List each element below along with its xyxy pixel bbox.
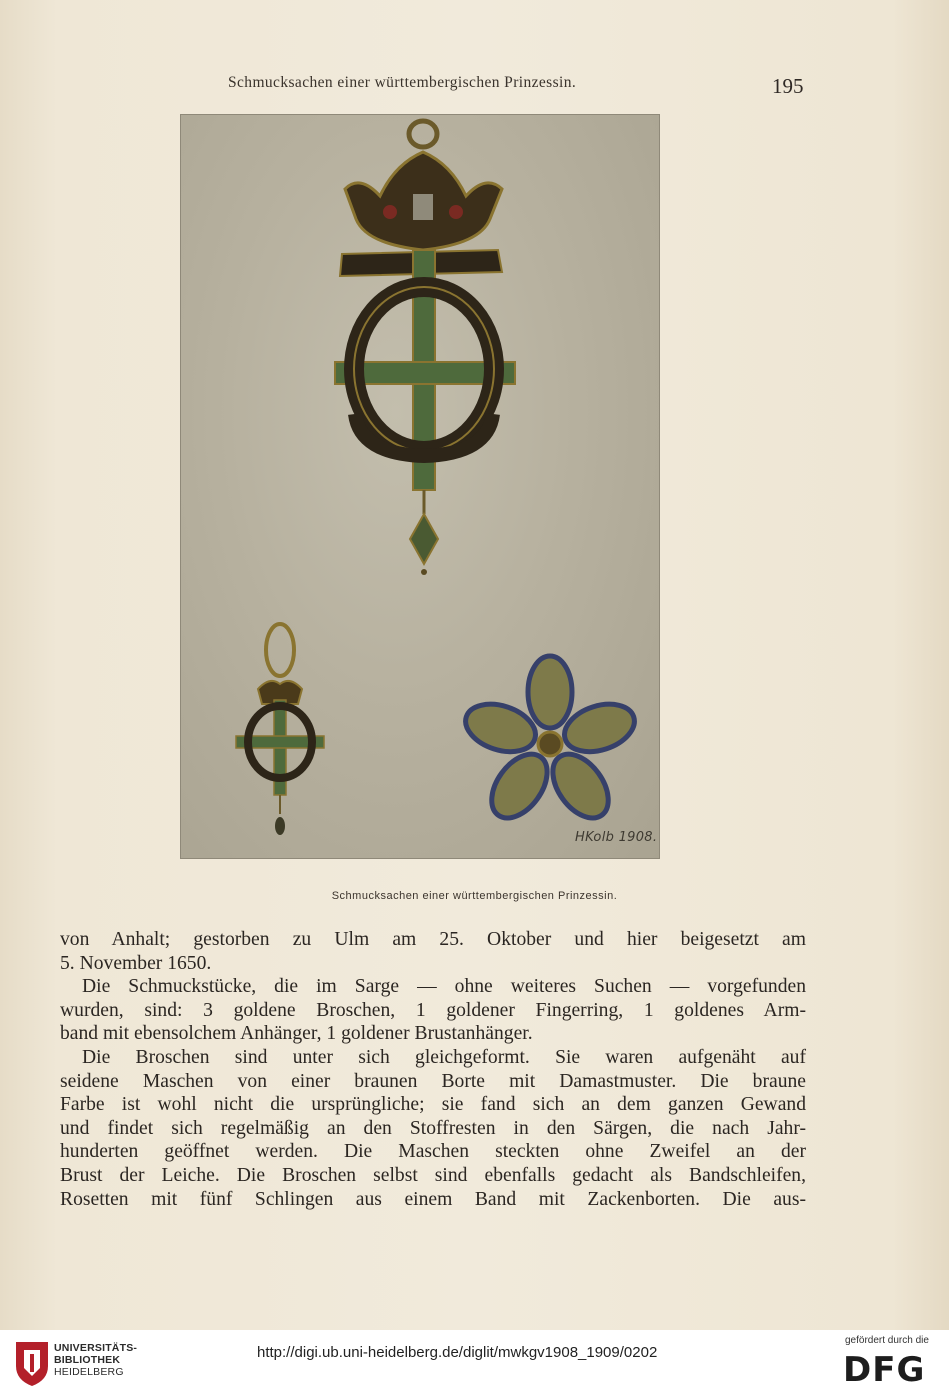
text-line: hunderten geöffnet werden. Die Maschen steckten ohne Zweifel an der [60, 1141, 806, 1163]
library-name-line: UNIVERSITÄTS- [54, 1342, 138, 1354]
library-name-line: HEIDELBERG [54, 1366, 124, 1378]
library-name-line: BIBLIOTHEK [54, 1354, 121, 1366]
text-line: Die Schmuckstücke, die im Sarge — ohne weiteres Suchen — vorgefunden [82, 976, 806, 998]
library-name [54, 1342, 137, 1378]
running-head [0, 72, 949, 102]
running-title: Schmucksachen einer württembergischen Prinzessin. [228, 74, 577, 91]
text-line: Die Broschen sind unter sich gleichgeformt. Sie waren aufgenäht auf [82, 1046, 806, 1068]
text-line: 5. November 1650. [60, 952, 212, 974]
text-line: wurden, sind: 3 goldene Broschen, 1 goldener Fingerring, 1 goldenes Arm- [60, 999, 806, 1021]
small-pendant [236, 624, 324, 835]
large-pendant [335, 121, 515, 575]
plate-caption: Schmucksachen einer württembergischen Prinzessin. [331, 890, 618, 902]
text-line: band mit ebensolchem Anhänger, 1 goldener Brustanhänger. [60, 1023, 533, 1045]
university-library-logo-icon [12, 1338, 52, 1388]
text-line: Brust der Leiche. Die Broschen selbst sind ebenfalls gedacht als Bandschleifen, [60, 1164, 806, 1186]
permalink-url[interactable]: http://digi.ub.uni-heidelberg.de/diglit/mwkgv1908_1909/0202 [257, 1344, 658, 1361]
artist-signature: HKolb 1908. [575, 830, 658, 845]
text-line: Rosetten mit fünf Schlingen aus einem Band mit Zackenborten. Die aus- [60, 1188, 806, 1210]
text-line: und findet sich regelmäßig an den Stoffresten in den Särgen, die nach Jahr- [60, 1117, 806, 1139]
rosette-brooch [460, 656, 641, 828]
body-text [60, 928, 806, 1211]
text-line: Farbe ist wohl nicht die ursprüngliche; sie fand sich an dem ganzen Gewand [60, 1094, 806, 1116]
jewelry-illustration [180, 114, 660, 859]
dfg-logo: DFG [843, 1350, 926, 1390]
color-plate [180, 114, 660, 859]
text-line: von Anhalt; gestorben zu Ulm am 25. Oktober und hier beigesetzt am [60, 929, 806, 950]
page-number: 195 [772, 74, 804, 98]
viewer-footer [0, 1330, 949, 1397]
funding-note: gefördert durch die [845, 1335, 929, 1346]
text-line: seidene Maschen von einer braunen Borte mit Damastmuster. Die braune [60, 1070, 806, 1092]
